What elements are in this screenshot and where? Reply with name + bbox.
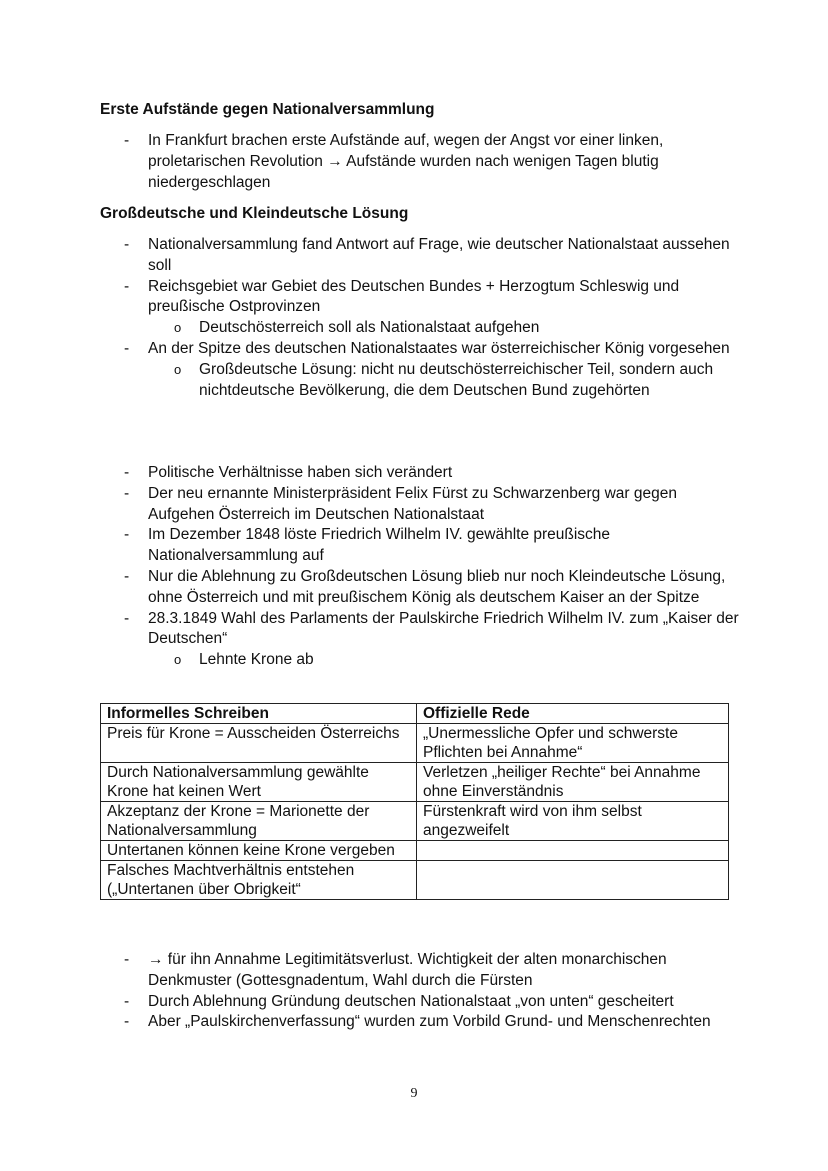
sub-list-item: o Deutschösterreich soll als Nationalstaat aufgehen: [174, 319, 540, 337]
sub-list-item: o Großdeutsche Lösung: nicht nu deutschösterreichischer Teil, sondern auch nichtdeutsche Bevölkerung, die dem Deutschen Bund zugehörten: [174, 360, 714, 399]
list-section-4: [100, 950, 740, 1033]
list-section-3: [100, 463, 740, 671]
table-header-row: [101, 704, 729, 724]
comparison-table: [100, 703, 729, 900]
page-number: 9: [410, 1086, 418, 1101]
list-item: - Nur die Ablehnung zu Großdeutschen Lösung blieb nur noch Kleindeutsche Lösung, ohne Österreich und mit preußischem König als deutschem Kaiser an der Spitze: [124, 567, 726, 606]
list-item: - Politische Verhältnisse haben sich verändert: [124, 464, 453, 481]
sub-list: [148, 318, 740, 339]
table-cell: Akzeptanz der Krone = Marionette der Nationalversammlung: [101, 802, 417, 841]
list-item: - Im Dezember 1848 löste Friedrich Wilhelm IV. gewählte preußische Nationalversammlung auf: [124, 526, 611, 565]
table-cell: Fürstenkraft wird von ihm selbst angezweifelt: [417, 802, 729, 841]
table-cell: „Unermessliche Opfer und schwerste Pflichten bei Annahme“: [417, 724, 729, 763]
list-item: - Der neu ernannte Ministerpräsident Felix Fürst zu Schwarzenberg war gegen Aufgehen Österreich im Deutschen Nationalstaat: [124, 484, 677, 523]
heading-grossdeutsche-loesung: Großdeutsche und Kleindeutsche Lösung: [100, 205, 409, 222]
list-item: - 28.3.1849 Wahl des Parlaments der Paulskirche Friedrich Wilhelm IV. zum „Kaiser der Deutschen“ o Lehnte Krone ab: [100, 609, 740, 671]
list-item: - In Frankfurt brachen erste Aufstände auf, wegen der Angst vor einer linken, proletarischen Revolution → Aufstände wurden nach wenigen Tagen blutig niedergeschlagen: [124, 132, 664, 191]
table-cell: Falsches Machtverhältnis entstehen („Untertanen über Obrigkeit“: [101, 861, 417, 900]
list-item: - Durch Ablehnung Gründung deutschen Nationalstaat „von unten“ gescheitert: [124, 992, 674, 1010]
sub-list: [148, 360, 740, 402]
table-cell: Durch Nationalversammlung gewählte Krone hat keinen Wert: [101, 763, 417, 802]
table-header-cell: Informelles Schreiben: [101, 704, 417, 724]
table-cell: [417, 841, 729, 861]
sub-list-item: o Lehnte Krone ab: [174, 651, 314, 669]
table-header-cell: Offizielle Rede: [417, 704, 729, 724]
table-row: [101, 724, 729, 763]
list-item: - Reichsgebiet war Gebiet des Deutschen Bundes + Herzogtum Schleswig und preußische Ostprovinzen o Deutschösterreich soll als Nationalstaat aufgehen: [100, 277, 740, 339]
heading-erste-aufstaende: Erste Aufstände gegen Nationalversammlung: [100, 101, 435, 118]
table-row: [101, 861, 729, 900]
table-row: [101, 763, 729, 802]
list-item: - An der Spitze des deutschen Nationalstaates war österreichischer König vorgesehen o Großdeutsche Lösung: nicht nu deutschösterreichischer Teil, sondern auch nichtdeutsche Bevölkerung, die dem Deutschen Bund zugehörten: [100, 339, 740, 401]
table-cell: [417, 861, 729, 900]
list-section-1: [100, 131, 740, 193]
table-cell: Untertanen können keine Krone vergeben: [101, 841, 417, 861]
table-cell: Preis für Krone = Ausscheiden Österreichs: [101, 724, 417, 763]
table-row: [101, 802, 729, 841]
list-item: - Nationalversammlung fand Antwort auf Frage, wie deutscher Nationalstaat aussehen soll: [124, 236, 730, 274]
table-row: [101, 841, 729, 861]
list-section-2: [100, 235, 740, 401]
list-item: - → für ihn Annahme Legitimitätsverlust. Wichtigkeit der alten monarchischen Denkmuster (Gottesgnadentum, Wahl durch die Fürsten: [124, 951, 667, 989]
list-item: - Aber „Paulskirchenverfassung“ wurden zum Vorbild Grund- und Menschenrechten: [124, 1013, 711, 1031]
sub-list: [148, 650, 740, 671]
table-cell: Verletzen „heiliger Rechte“ bei Annahme ohne Einverständnis: [417, 763, 729, 802]
